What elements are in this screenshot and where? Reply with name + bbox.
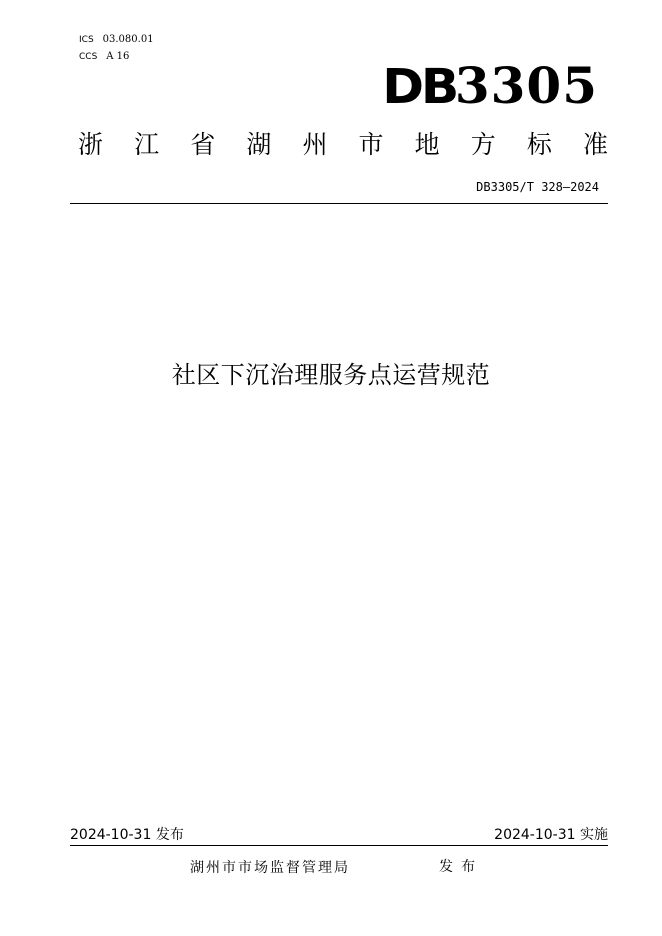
standard-type-char: 浙 [78,130,104,159]
effective-label: 实施 [580,827,608,843]
standard-type-char: 地 [414,130,440,159]
ccs-label: CCS [79,52,98,62]
ccs-value: A 16 [106,51,130,62]
logo-region-number: 3305 [454,56,598,115]
publish-label: 发布 [155,827,184,843]
header-divider [70,203,608,204]
publish-date: 2024-10-31 [70,827,152,843]
standard-type-heading [78,128,608,162]
db-standard-logo [384,56,598,128]
issuing-authority: 湖州市市场监督管理局 [190,860,350,876]
ics-value: 03.080.01 [102,34,154,45]
ics-label: ICS [79,35,94,45]
standard-type-char: 准 [582,130,608,159]
standard-number: DB3305/T 328—2024 [476,180,599,194]
standard-type-char: 市 [358,130,384,159]
issue-label: 发布 [439,859,483,875]
footer-divider [70,845,608,846]
standard-type-char: 江 [134,130,160,159]
standard-type-char: 州 [302,130,328,159]
standard-type-char: 湖 [246,130,272,159]
effective-date: 2024-10-31 [494,827,576,843]
standard-type-char: 省 [190,130,216,159]
ccs-code-line [79,51,129,63]
document-title: 社区下沉治理服务点运营规范 [171,361,491,389]
standard-type-char: 方 [470,130,496,159]
publish-date-line [70,826,184,844]
ics-code-line [79,34,154,46]
standard-type-char: 标 [526,130,552,159]
logo-db-letters: DB [382,59,457,115]
effective-date-line [494,826,608,844]
